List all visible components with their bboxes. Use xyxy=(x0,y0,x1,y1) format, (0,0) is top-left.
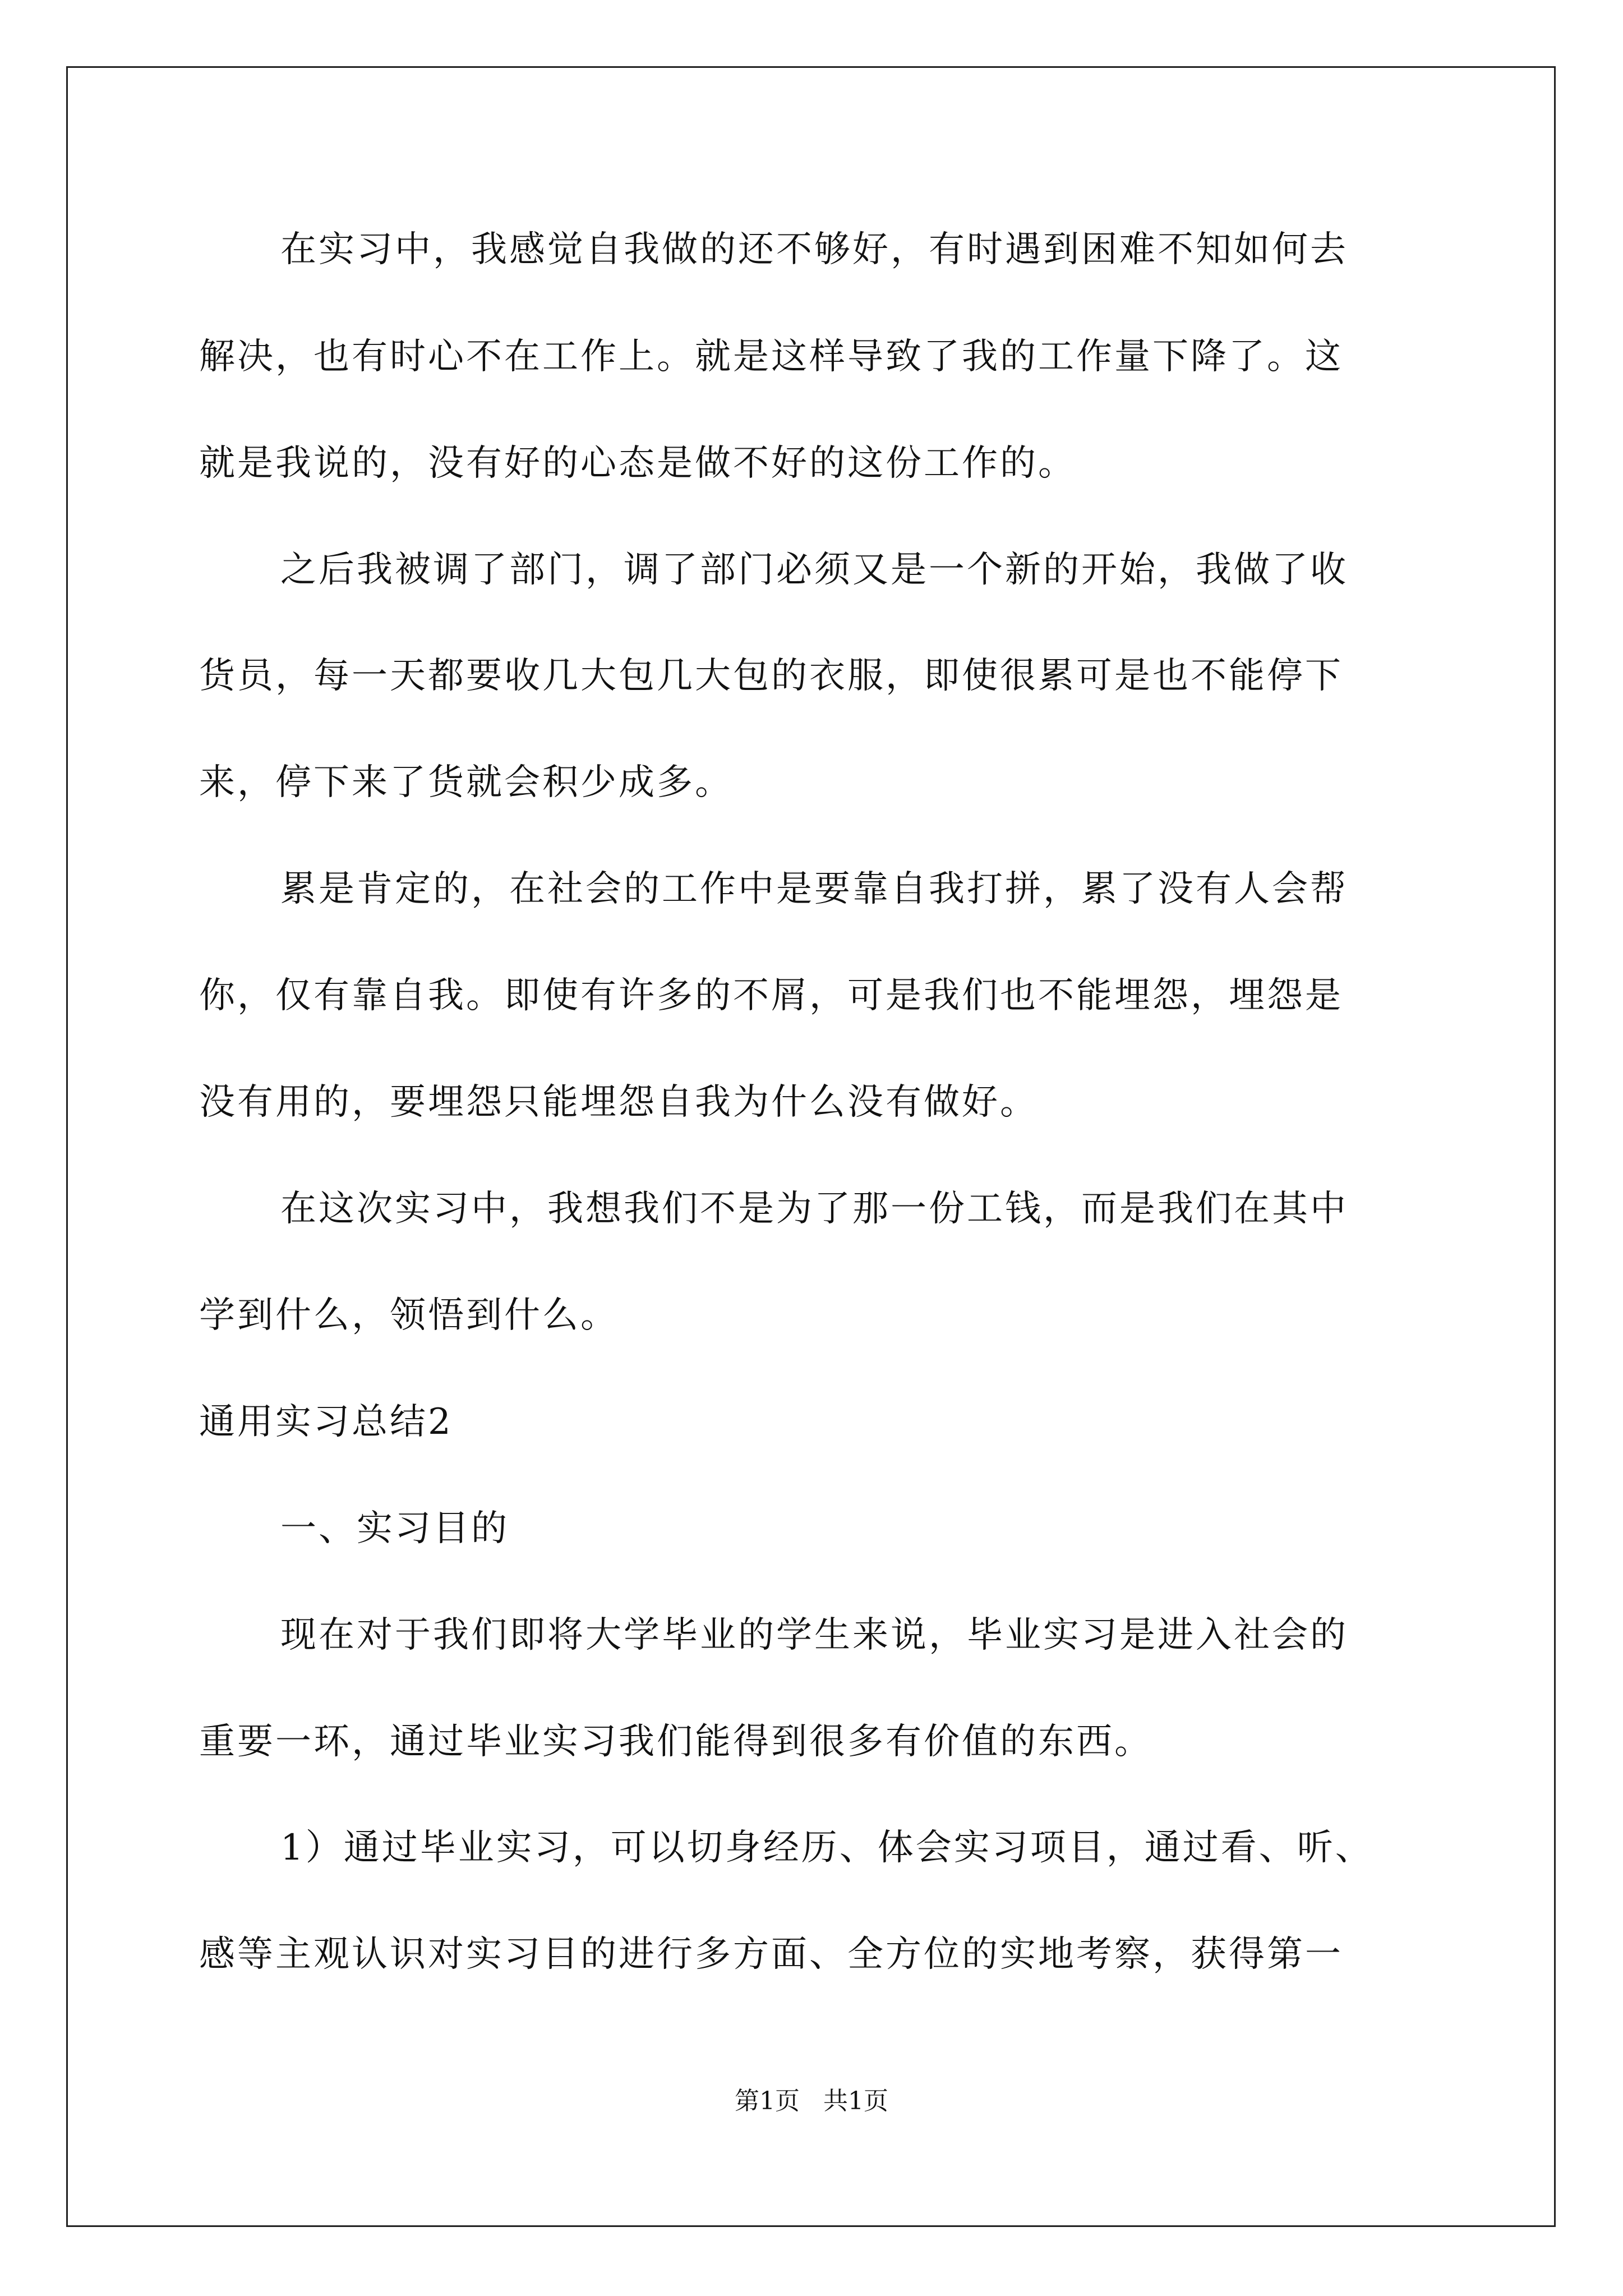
page-border xyxy=(66,66,1556,2227)
paragraph-line: 现在对于我们即将大学毕业的学生来说，毕业实习是进入社会的 xyxy=(280,1614,1348,1656)
paragraph-line: 货员，每一天都要收几大包几大包的衣服，即使很累可是也不能停下 xyxy=(199,655,1343,697)
page-footer: 第1页 共1页 xyxy=(735,2087,888,2115)
paragraph-line: 学到什么，领悟到什么。 xyxy=(199,1295,619,1336)
paragraph-line: 1）通过毕业实习，可以切身经历、体会实习项目，通过看、听、 xyxy=(280,1827,1373,1869)
paragraph-line: 之后我被调了部门，调了部门必须又是一个新的开始，我做了收 xyxy=(280,549,1348,591)
paragraph-line: 你，仅有靠自我。即使有许多的不屑，可是我们也不能埋怨，埋怨是 xyxy=(199,975,1343,1016)
section-title: 通用实习总结2 xyxy=(199,1401,453,1443)
paragraph-line: 就是我说的，没有好的心态是做不好的这份工作的。 xyxy=(199,443,1076,484)
paragraph-line: 来，停下来了货就会积少成多。 xyxy=(199,762,733,803)
paragraph-line: 解决，也有时心不在工作上。就是这样导致了我的工作量下降了。这 xyxy=(199,336,1343,378)
paragraph-line: 累是肯定的，在社会的工作中是要靠自我打拼，累了没有人会帮 xyxy=(280,868,1348,910)
paragraph-line: 重要一环，通过毕业实习我们能得到很多有价值的东西。 xyxy=(199,1721,1152,1763)
section-heading: 一、实习目的 xyxy=(280,1508,509,1549)
paragraph-line: 没有用的，要埋怨只能埋怨自我为什么没有做好。 xyxy=(199,1082,1038,1123)
paragraph-line: 在实习中，我感觉自我做的还不够好，有时遇到困难不知如何去 xyxy=(280,229,1348,270)
paragraph-line: 在这次实习中，我想我们不是为了那一份工钱，而是我们在其中 xyxy=(280,1188,1348,1230)
paragraph-line: 感等主观认识对实习目的进行多方面、全方位的实地考察，获得第一 xyxy=(199,1934,1343,1975)
